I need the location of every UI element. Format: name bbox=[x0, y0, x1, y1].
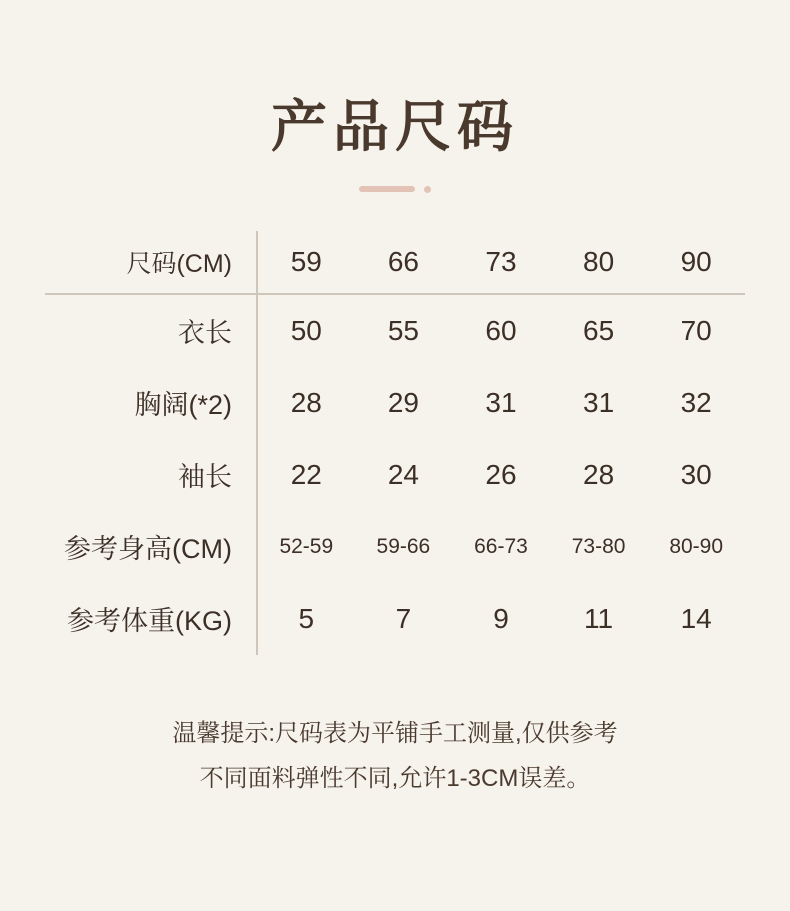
table-row bbox=[45, 367, 745, 439]
row-value: 29 bbox=[387, 386, 419, 418]
table-row bbox=[45, 583, 745, 655]
row-value: 52-59 bbox=[279, 534, 334, 558]
row-value: 26 bbox=[485, 458, 517, 490]
row-value: 31 bbox=[583, 386, 615, 418]
row-value: 9 bbox=[493, 602, 509, 634]
table-header-size: 59 bbox=[290, 245, 322, 277]
row-value: 7 bbox=[395, 602, 412, 634]
table-row bbox=[45, 294, 745, 367]
row-value: 5 bbox=[298, 602, 315, 634]
table-row bbox=[45, 511, 745, 583]
row-value: 70 bbox=[680, 314, 712, 346]
row-label: 胸阔(*2) bbox=[45, 367, 257, 439]
table-header-size: 80 bbox=[583, 245, 615, 277]
row-value: 80-90 bbox=[669, 534, 724, 558]
row-value: 32 bbox=[680, 386, 712, 418]
row-value: 11 bbox=[584, 602, 614, 634]
row-label: 参考身高(CM) bbox=[45, 511, 257, 583]
table-header-size: 73 bbox=[485, 245, 517, 277]
row-value: 14 bbox=[680, 602, 712, 634]
title-divider bbox=[359, 186, 431, 193]
note-line-1: 温馨提示:尺码表为平铺手工测量,仅供参考 bbox=[172, 719, 618, 747]
row-value: 50 bbox=[290, 314, 322, 346]
size-table-container bbox=[45, 231, 745, 655]
table-row bbox=[45, 439, 745, 511]
row-value: 73-80 bbox=[571, 534, 626, 558]
table-header-size: 90 bbox=[680, 245, 712, 277]
divider-bar-icon bbox=[359, 186, 415, 192]
row-label: 衣长 bbox=[45, 294, 257, 367]
divider-dot-icon bbox=[424, 186, 431, 193]
table-header-row bbox=[45, 231, 745, 294]
row-value: 60 bbox=[485, 314, 517, 346]
page-title: 产品尺码 bbox=[271, 95, 519, 158]
row-value: 59-66 bbox=[376, 534, 431, 558]
table-header-size: 66 bbox=[387, 245, 419, 277]
row-value: 28 bbox=[583, 458, 615, 490]
row-value: 22 bbox=[290, 458, 322, 490]
row-value: 55 bbox=[387, 314, 419, 346]
row-value: 30 bbox=[680, 458, 712, 490]
notes-block bbox=[172, 711, 617, 802]
row-value: 24 bbox=[387, 458, 419, 490]
row-label: 袖长 bbox=[45, 439, 257, 511]
row-value: 31 bbox=[485, 386, 517, 418]
table-header-label: 尺码(CM) bbox=[45, 231, 257, 294]
row-value: 28 bbox=[290, 386, 322, 418]
row-value: 65 bbox=[583, 314, 615, 346]
size-table bbox=[45, 231, 745, 655]
row-label: 参考体重(KG) bbox=[45, 583, 257, 655]
note-line-2: 不同面料弹性不同,允许1-3CM误差。 bbox=[199, 765, 591, 793]
row-value: 66-73 bbox=[474, 534, 528, 558]
